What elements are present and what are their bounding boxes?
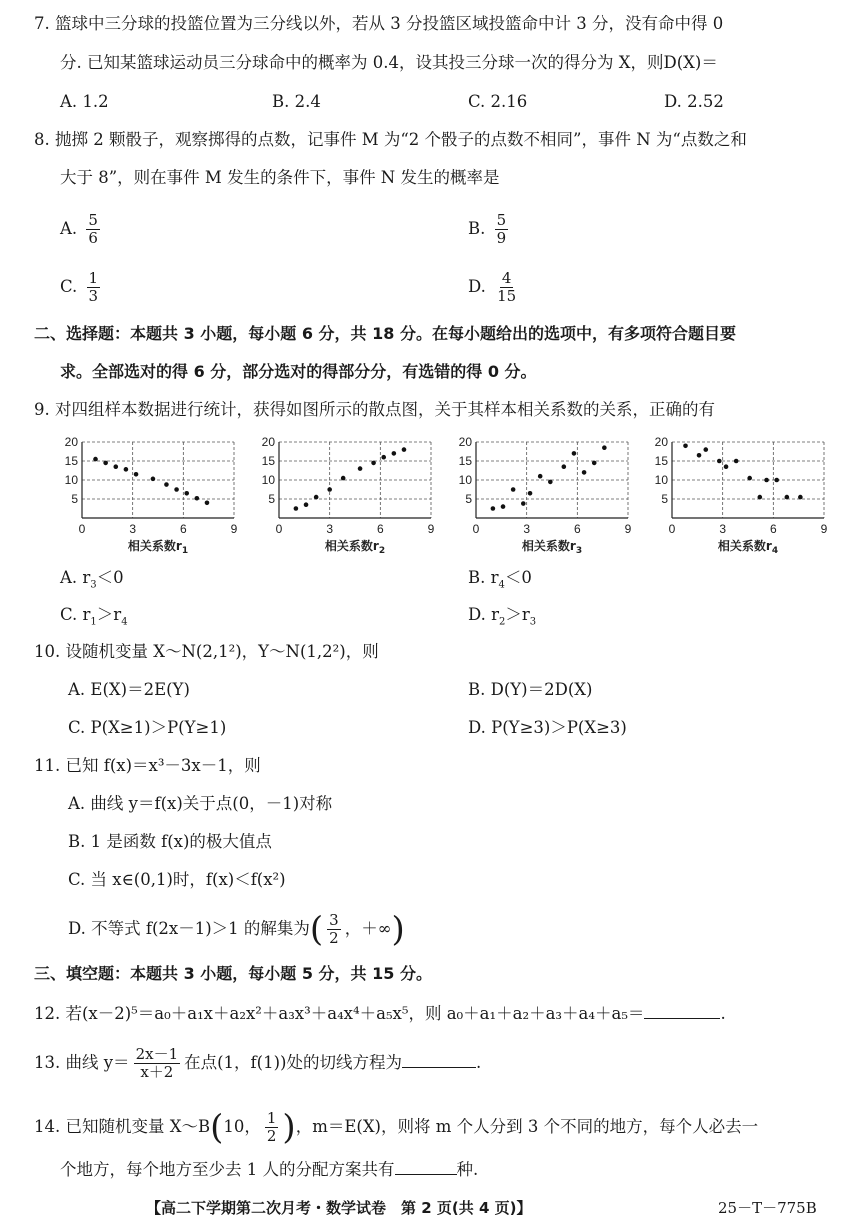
data-point: [358, 466, 363, 471]
data-point: [683, 444, 688, 449]
data-point: [528, 491, 533, 496]
data-point: [327, 487, 332, 492]
q9-option-a: A. $r_3<0$: [60, 568, 124, 591]
data-point: [164, 482, 169, 487]
footer-title: 【高二下学期第二次月考・数学试卷 第 2 页(共 4 页)】: [146, 1199, 532, 1217]
x-tick-label: 9: [820, 522, 828, 536]
q10-option-b: B. D(Y)＝2D(X): [468, 680, 593, 699]
data-point: [521, 501, 526, 506]
data-point: [798, 495, 803, 500]
data-point: [134, 472, 139, 477]
q11-stem: 11. 已知 f(x)＝x³－3x－1，则: [34, 756, 261, 775]
y-tick-label: 10: [64, 473, 78, 487]
data-point: [697, 453, 702, 458]
data-point: [304, 502, 309, 507]
x-tick-label: 0: [78, 522, 86, 536]
data-point: [151, 477, 156, 482]
data-point: [562, 464, 567, 469]
q13-stem: 13. 曲线 y＝ $\frac{2x-1}{x+2}$ 在点(1，f(1))处的切线方程为 .: [34, 1045, 482, 1081]
y-tick-label: 5: [465, 492, 472, 506]
data-point: [491, 506, 496, 511]
x-tick-label: 0: [668, 522, 676, 536]
y-tick-label: 10: [261, 473, 275, 487]
data-point: [392, 451, 397, 456]
q11-option-b: B. 1 是函数 f(x)的极大值点: [68, 832, 272, 851]
x-tick-label: 9: [624, 522, 632, 536]
data-point: [103, 461, 108, 466]
data-point: [592, 461, 597, 466]
footer-code: 25－T－775B: [718, 1199, 817, 1217]
data-point: [717, 459, 722, 464]
data-point: [174, 487, 179, 492]
data-point: [538, 474, 543, 479]
y-tick-label: 15: [654, 454, 668, 468]
y-tick-label: 15: [458, 454, 472, 468]
data-point: [341, 476, 346, 481]
data-point: [381, 455, 386, 460]
y-tick-label: 20: [458, 435, 472, 449]
q7-stem-line2: 分. 已知某篮球运动员三分球命中的概率为 0.4，设其投三分球一次的得分为 X，则D(X)＝: [60, 53, 718, 72]
q8-option-b: B. $\frac{5}{9}$: [468, 211, 507, 247]
plot-caption: 相关系数$r_1$: [127, 539, 189, 556]
data-point: [785, 495, 790, 500]
y-tick-label: 15: [261, 454, 275, 468]
section3-heading: 三、填空题：本题共 3 小题，每小题 5 分，共 15 分。: [34, 964, 432, 983]
q14-stem-line1: 14. 已知随机变量 X～B(10， $\frac{1}{2}$ )，m＝E(X)，则将 m 个人分到 3 个不同的地方，每个人必去一: [34, 1107, 759, 1148]
x-tick-label: 0: [275, 522, 283, 536]
x-tick-label: 9: [230, 522, 238, 536]
y-tick-label: 20: [261, 435, 275, 449]
plot-caption: 相关系数$r_4$: [717, 539, 779, 556]
data-point: [572, 451, 577, 456]
q7-option-b: B. 2.4: [272, 92, 321, 111]
q14-stem-line2: 个地方，每个地方至少去 1 人的分配方案共有 种.: [60, 1156, 478, 1182]
data-point: [294, 506, 299, 511]
x-tick-label: 0: [472, 522, 480, 536]
y-tick-label: 5: [661, 492, 668, 506]
x-tick-label: 6: [573, 522, 581, 536]
x-tick-label: 6: [769, 522, 777, 536]
x-tick-label: 3: [129, 522, 137, 536]
q7-stem-line1: 7. 篮球中三分球的投篮位置为三分线以外，若从 3 分投篮区域投篮命中计 3 分，没有命中得 0: [34, 14, 724, 33]
q9-option-d: D. $r_2>r_3$: [468, 605, 537, 628]
data-point: [93, 457, 98, 462]
q11-option-c: C. 当 x∈(0,1)时，f(x)＜f(x²): [68, 870, 286, 889]
q7-option-d: D. 2.52: [664, 92, 724, 111]
q10-option-c: C. P(X≥1)＞P(Y≥1): [68, 718, 227, 737]
q10-stem: 10. 设随机变量 X～N(2,1²)，Y～N(1,2²)，则: [34, 642, 379, 661]
q13-answer-blank[interactable]: [402, 1049, 476, 1068]
data-point: [511, 487, 516, 492]
data-point: [758, 495, 763, 500]
y-tick-label: 10: [654, 473, 668, 487]
data-point: [724, 464, 729, 469]
data-point: [602, 445, 607, 450]
data-point: [747, 476, 752, 481]
plot-caption: 相关系数$r_2$: [324, 539, 386, 556]
y-tick-label: 15: [64, 454, 78, 468]
data-point: [501, 504, 506, 509]
q11-option-a: A. 曲线 y＝f(x)关于点(0，－1)对称: [68, 794, 333, 813]
data-point: [703, 447, 708, 452]
q8-option-d: D. $\frac{4}{15}$: [468, 269, 517, 305]
q10-option-a: A. E(X)＝2E(Y): [68, 680, 190, 699]
y-tick-label: 5: [71, 492, 78, 506]
q11-option-d: D. 不等式 f(2x－1)＞1 的解集为( $\frac{3}{2}$ ，＋∞): [68, 909, 405, 950]
scatter-plot-4: [648, 430, 838, 555]
x-tick-label: 6: [179, 522, 187, 536]
data-point: [184, 491, 189, 496]
x-tick-label: 3: [523, 522, 531, 536]
q12-answer-blank[interactable]: [644, 1000, 720, 1019]
section2-heading-line1: 二、选择题：本题共 3 小题，每小题 6 分，共 18 分。在每小题给出的选项中，有多项符合题目要: [34, 324, 736, 343]
data-point: [124, 467, 129, 472]
data-point: [402, 447, 407, 452]
scatter-plot-1: [58, 430, 248, 555]
x-tick-label: 6: [376, 522, 384, 536]
data-point: [764, 478, 769, 483]
q14-answer-blank[interactable]: [395, 1156, 457, 1175]
x-tick-label: 9: [427, 522, 435, 536]
y-tick-label: 10: [458, 473, 472, 487]
q12-stem: 12. 若(x－2)⁵＝a₀＋a₁x＋a₂x²＋a₃x³＋a₄x⁴＋a₅x⁵，则 a₀＋a₁＋a₂＋a₃＋a₄＋a₅＝ .: [34, 1000, 726, 1026]
q9-option-b: B. $r_4<0$: [468, 568, 532, 591]
plot-caption: 相关系数$r_3$: [521, 539, 583, 556]
x-tick-label: 3: [719, 522, 727, 536]
scatter-plot-2: [255, 430, 445, 555]
data-point: [113, 464, 118, 469]
x-tick-label: 3: [326, 522, 334, 536]
q8-option-a: A. $\frac{5}{6}$: [60, 211, 98, 247]
q8-stem-line1: 8. 抛掷 2 颗骰子，观察掷得的点数，记事件 M 为“2 个骰子的点数不相同”，事件 N 为“点数之和: [34, 130, 747, 149]
q7-option-a: A. 1.2: [60, 92, 109, 111]
q9-stem: 9. 对四组样本数据进行统计，获得如图所示的散点图，关于其样本相关系数的关系，正确的有: [34, 400, 715, 419]
scatter-plot-3: [452, 430, 642, 555]
data-point: [371, 461, 376, 466]
y-tick-label: 20: [64, 435, 78, 449]
data-point: [205, 501, 210, 506]
data-point: [774, 478, 779, 483]
q8-stem-line2: 大于 8”，则在事件 M 发生的条件下，事件 N 发生的概率是: [60, 168, 500, 187]
data-point: [582, 470, 587, 475]
data-point: [195, 496, 200, 501]
y-tick-label: 20: [654, 435, 668, 449]
q9-option-c: C. $r_1>r_4$: [60, 605, 128, 628]
data-point: [734, 459, 739, 464]
y-tick-label: 5: [268, 492, 275, 506]
q7-option-c: C. 2.16: [468, 92, 528, 111]
data-point: [314, 495, 319, 500]
q8-option-c: C. $\frac{1}{3}$: [60, 269, 99, 305]
q10-option-d: D. P(Y≥3)＞P(X≥3): [468, 718, 627, 737]
section2-heading-line2: 求。全部选对的得 6 分，部分选对的得部分分，有选错的得 0 分。: [60, 362, 537, 381]
data-point: [548, 480, 553, 485]
